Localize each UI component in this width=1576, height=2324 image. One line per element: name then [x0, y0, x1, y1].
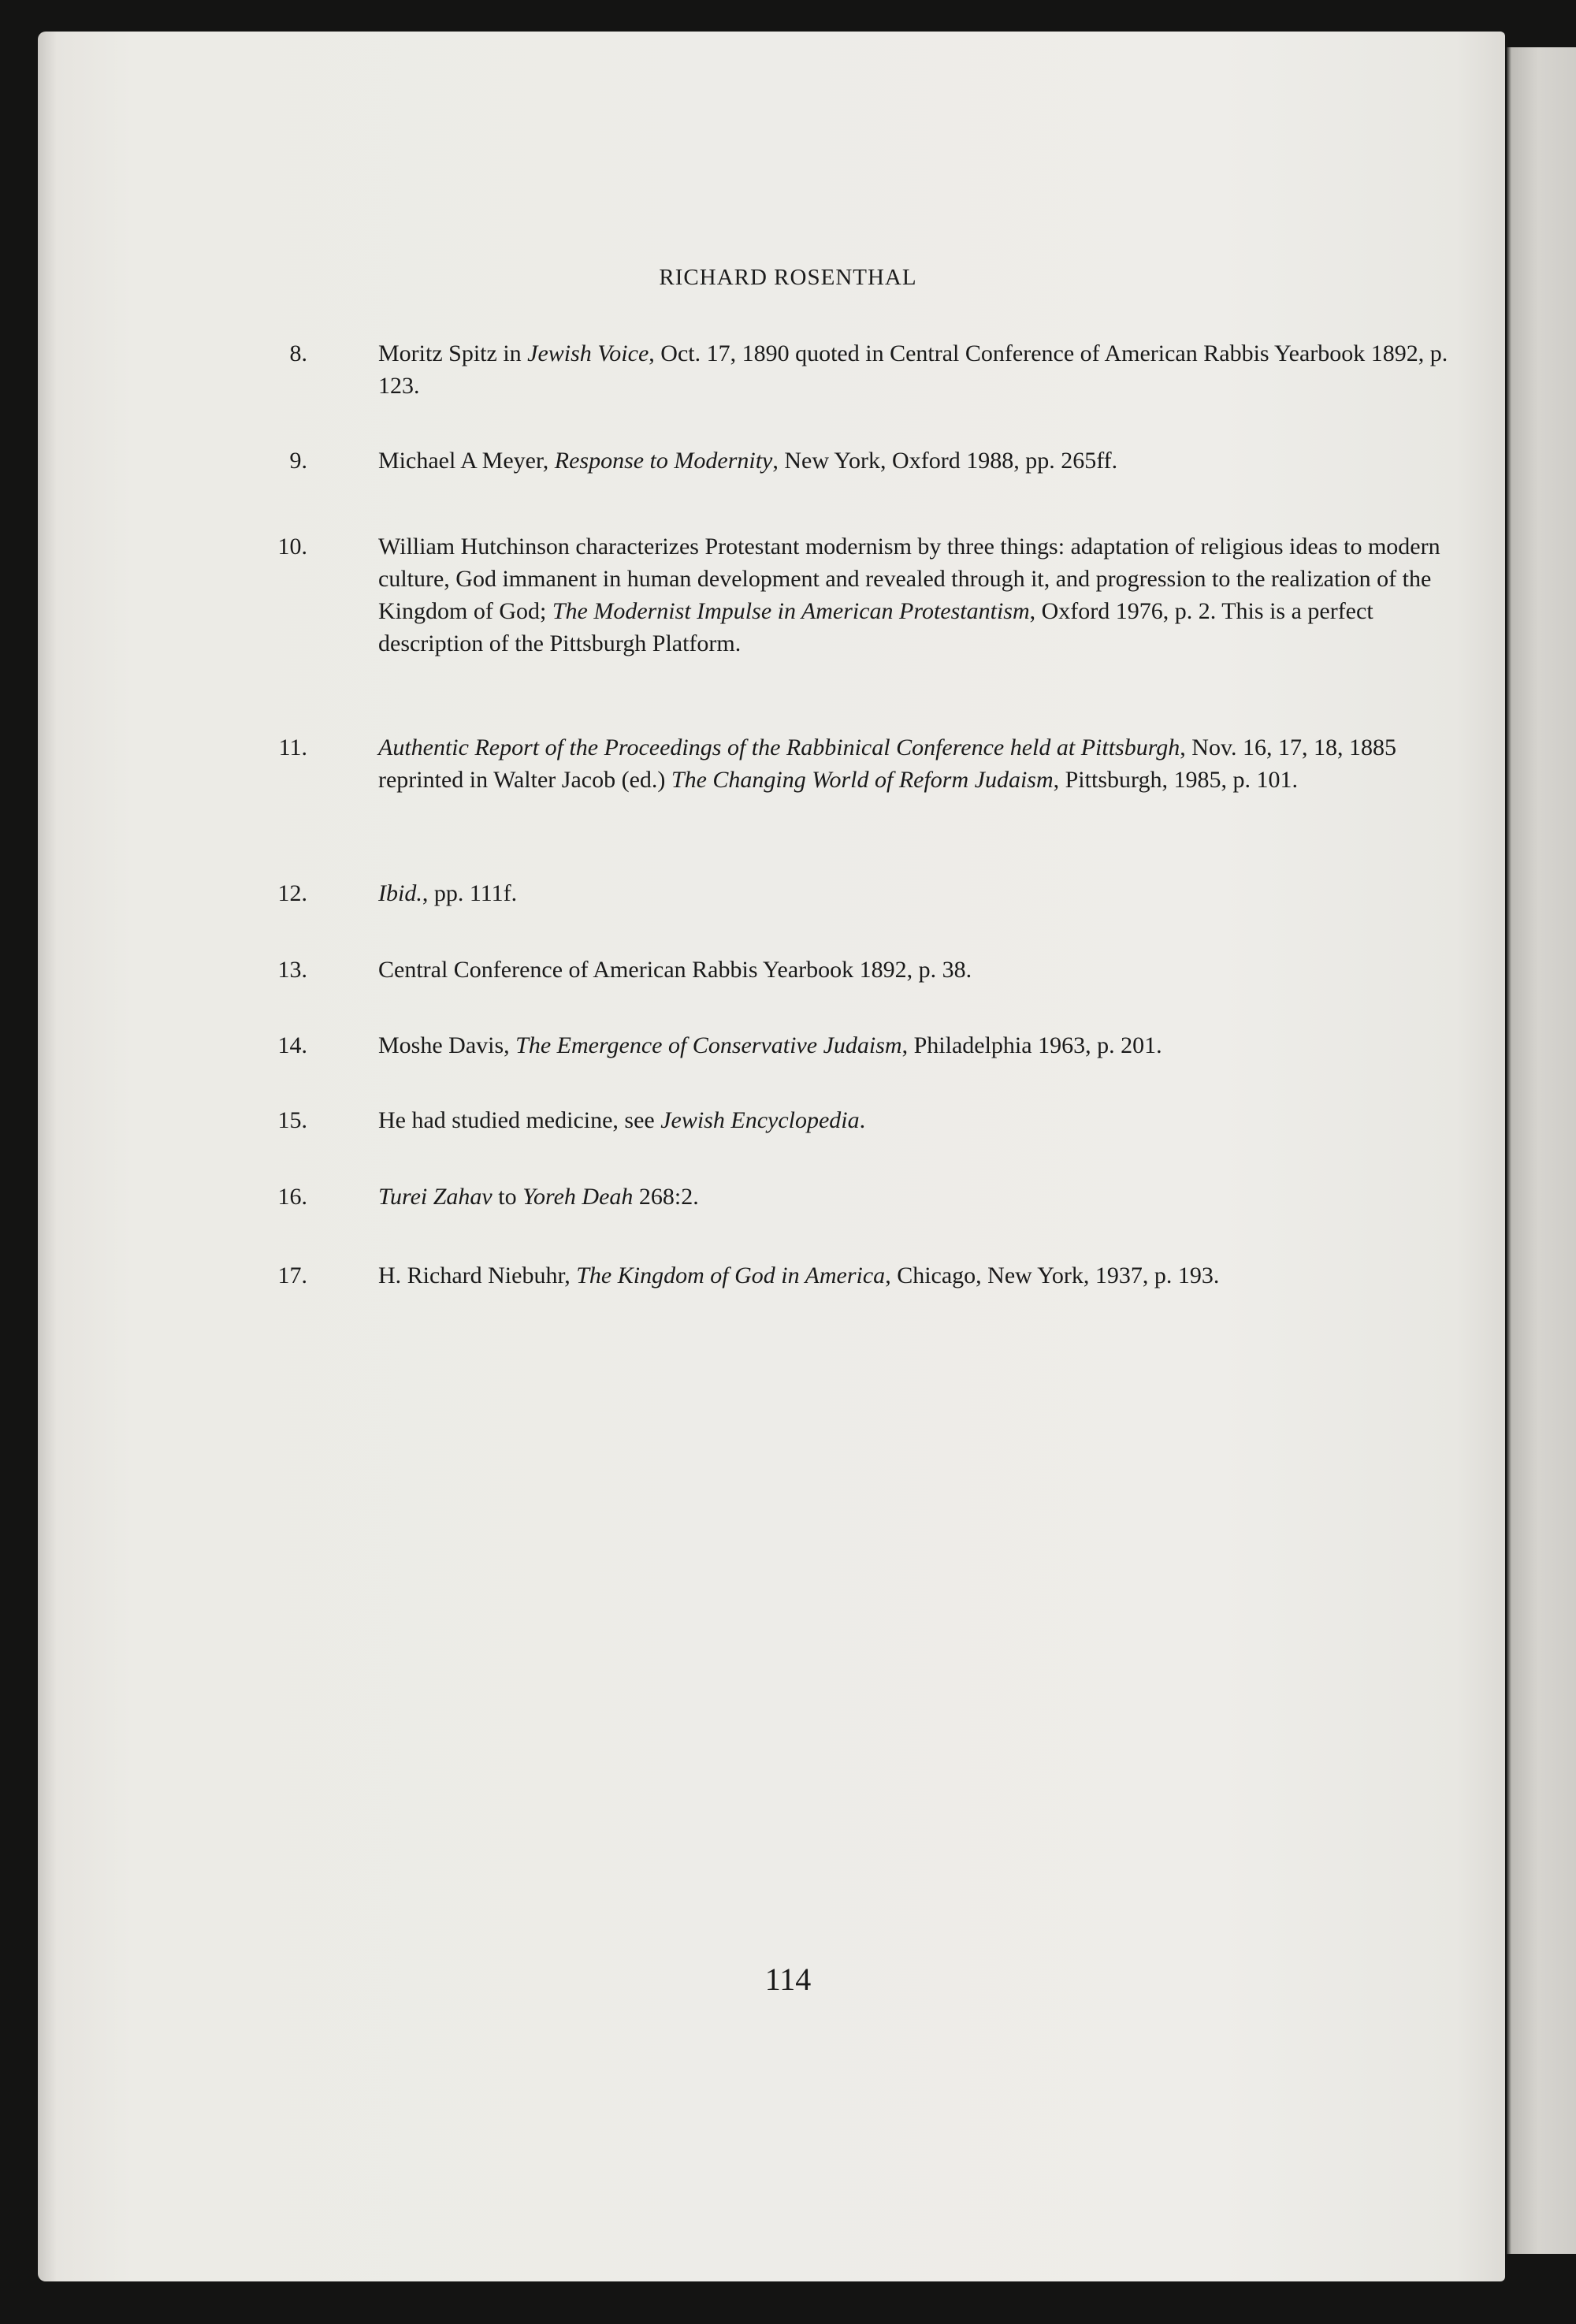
endnote-text-part: Moritz Spitz in [378, 340, 528, 366]
endnote-text-part: Michael A Meyer, [378, 448, 555, 474]
endnote-text [315, 530, 1450, 660]
endnote-title: Response to Modernity [554, 448, 773, 474]
endnote-number: 16. [277, 1184, 307, 1210]
endnote [289, 444, 1450, 477]
endnote-text-part: , Philadelphia 1963, p. 201. [901, 1032, 1162, 1058]
running-head: RICHARD ROSENTHAL [659, 265, 917, 290]
endnote-text-part: , Chicago, New York, 1937, p. 193. [885, 1262, 1220, 1288]
endnote-text-part: , Oxford 1976, p. 2. This is a perfect description of the Pittsburgh Platform. [378, 598, 1373, 656]
endnote [277, 954, 1450, 986]
endnote-text-part: to [492, 1184, 523, 1210]
endnote-title: The Modernist Impulse in American Protestantism [552, 598, 1030, 624]
endnote-title: Authentic Report of the Proceedings of the Rabbinical Conference held at Pittsburgh [378, 734, 1180, 760]
endnote-text-part: William Hutchinson characterizes Protestant modernism by three things: adaptation of religious ideas to modern culture, God immanent in human development and revealed through it, and progression to the realization of the Kingdom of God; [378, 534, 1440, 624]
endnote-text [315, 1029, 1450, 1062]
endnote-number: 13. [277, 957, 307, 983]
endnote-text-part: , New York, Oxford 1988, pp. 265ff. [772, 448, 1118, 474]
endnote-title: Jewish Encyclopedia [660, 1107, 860, 1133]
endnote-number: 10. [277, 534, 307, 560]
endnote-text-part: Central Conference of American Rabbis Yearbook 1892, p. 38. [378, 957, 972, 983]
endnote-text-part: . [859, 1107, 866, 1133]
endnote-number: 17. [277, 1262, 307, 1288]
endnote-title: Yoreh Deah [522, 1184, 634, 1210]
endnote-number: 12. [277, 880, 307, 906]
endnote [289, 337, 1450, 402]
endnote-text [315, 731, 1450, 796]
endnote-text-part: , pp. 111f. [422, 880, 518, 906]
endnote-title: The Emergence of Conservative Judaism [515, 1032, 902, 1058]
endnote-text [315, 337, 1450, 402]
endnote-title: The Changing World of Reform Judaism [671, 767, 1054, 793]
endnote-text-part: 268:2. [633, 1184, 699, 1210]
endnote [278, 731, 1450, 796]
endnote-text-part: H. Richard Niebuhr, [378, 1262, 577, 1288]
endnote [277, 877, 1450, 909]
endnote-text-part: , Pittsburgh, 1985, p. 101. [1053, 767, 1298, 793]
endnote-number: 9. [289, 448, 307, 474]
endnote-title: Ibid. [378, 880, 422, 906]
endnote [277, 1029, 1450, 1062]
endnote-title: Turei Zahav [378, 1184, 492, 1210]
endnote-text [315, 1259, 1450, 1292]
endnote [277, 530, 1450, 660]
endnote-text [315, 444, 1450, 477]
endnote-text-part: Moshe Davis, [378, 1032, 516, 1058]
endnote-number: 8. [289, 340, 307, 366]
endnote-text-part: , Nov. 16, 17, 18, 1885 reprinted in Walter Jacob (ed.) [378, 734, 1397, 793]
endnote-number: 11. [278, 734, 307, 760]
endnote-title: The Kingdom of God in America [576, 1262, 886, 1288]
endnote-number: 15. [277, 1107, 307, 1133]
endnote-text-part: , Oct. 17, 1890 quoted in Central Conference of American Rabbis Yearbook 1892, p. 123. [378, 340, 1448, 399]
endnote-text [315, 1181, 1450, 1213]
endnote-text-part: He had studied medicine, see [378, 1107, 661, 1133]
endnote [277, 1259, 1450, 1292]
endnote-title: Jewish Voice [527, 340, 649, 366]
endnote-number: 14. [277, 1032, 307, 1058]
page-number: 114 [764, 1961, 812, 1997]
endnote-text [315, 877, 1450, 909]
endnote [277, 1104, 1450, 1136]
endnote [277, 1181, 1450, 1213]
endnote-text [315, 954, 1450, 986]
next-page-edge [1507, 47, 1576, 2254]
endnote-text [315, 1104, 1450, 1136]
